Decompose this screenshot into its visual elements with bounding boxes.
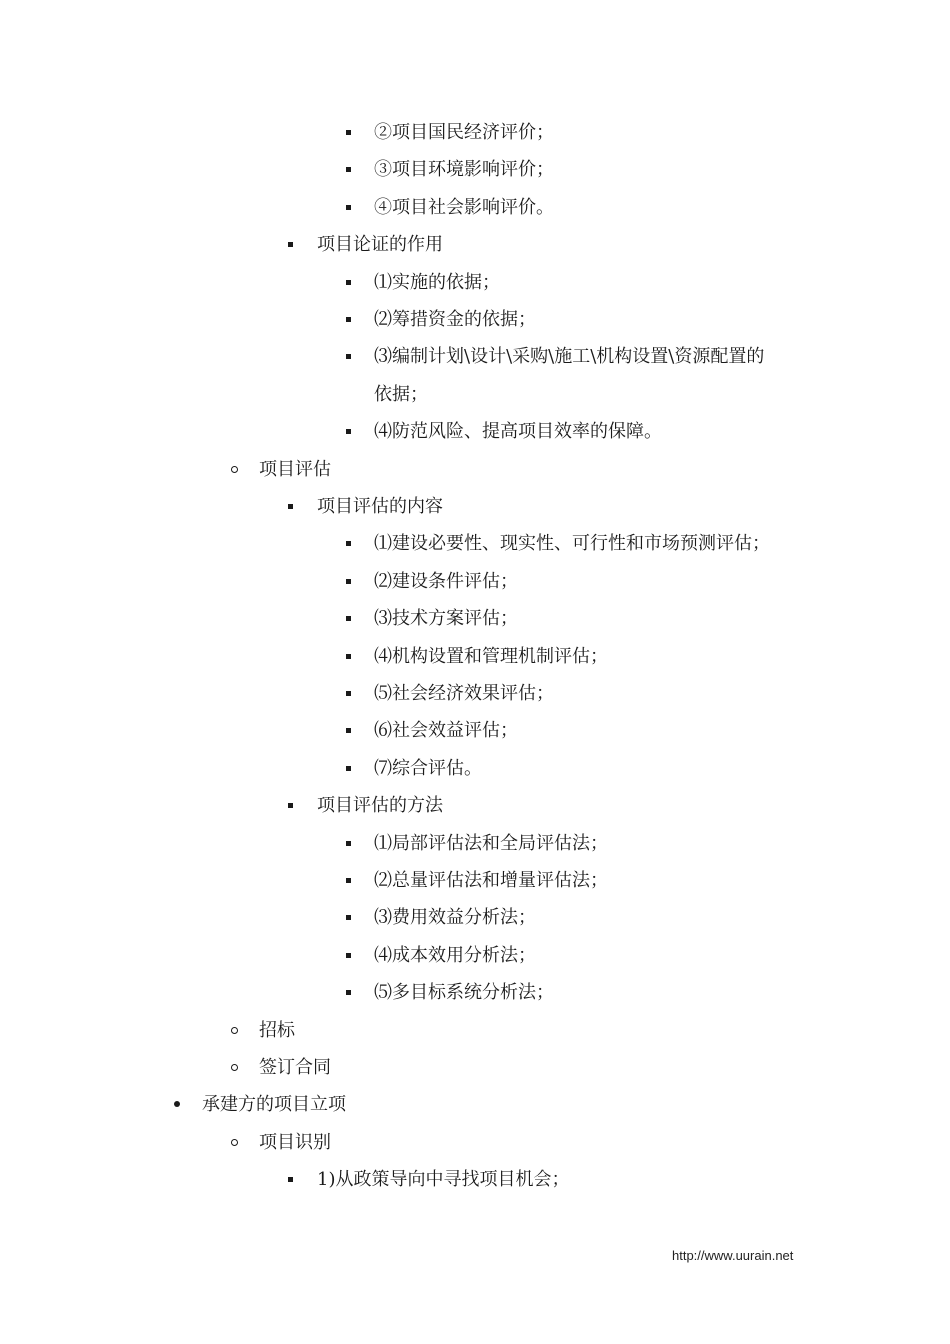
list-item-text: 依据； bbox=[374, 383, 428, 405]
list-item-text: ⑶技术方案评估； bbox=[374, 608, 518, 630]
list-item-text: 签订合同 bbox=[259, 1057, 331, 1078]
footer-url: http://www.uurain.net bbox=[672, 1248, 794, 1263]
list-item-text: ⑴实施的依据； bbox=[374, 271, 500, 293]
list-item-text: 项目评估 bbox=[259, 458, 331, 480]
list-item-text: ⑵建设条件评估； bbox=[374, 570, 518, 592]
list-item-text: ②项目国民经济评价； bbox=[374, 122, 554, 143]
list-item-text: ⑷成本效用分析法； bbox=[374, 944, 536, 966]
list-item-text: 承建方的项目立项 bbox=[202, 1094, 346, 1116]
list-item-text: 项目评估的方法 bbox=[317, 795, 443, 817]
list-item-text: ⑹社会效益评估； bbox=[374, 720, 518, 742]
list-item-text: 项目识别 bbox=[259, 1131, 331, 1153]
list-item-text: 项目论证的作用 bbox=[317, 234, 443, 256]
list-item-text: ⑶费用效益分析法； bbox=[374, 907, 536, 929]
list-item-text: ⑶编制计划\设计\采购\施工\机构设置\资源配置的 bbox=[374, 346, 765, 368]
list-item-text: ⑵总量评估法和增量评估法； bbox=[374, 870, 608, 891]
list-item-text: ⑷防范风险、提高项目效率的保障。 bbox=[374, 421, 662, 443]
list-item-text: ④项目社会影响评价。 bbox=[374, 196, 554, 218]
list-item-text: ⑺综合评估。 bbox=[374, 757, 482, 779]
list-item-text: ⑷机构设置和管理机制评估； bbox=[374, 645, 608, 667]
list-item-text: ⑵筹措资金的依据； bbox=[374, 309, 536, 330]
list-item-text: ⑴局部评估法和全局评估法； bbox=[374, 832, 608, 854]
list-item-text: ③项目环境影响评价； bbox=[374, 159, 554, 181]
list-item-text: 招标 bbox=[259, 1019, 295, 1041]
list-item-text: 1)从政策导向中寻找项目机会； bbox=[317, 1169, 570, 1191]
list-item-text: ⑴建设必要性、现实性、可行性和市场预测评估； bbox=[374, 533, 770, 555]
list-item-text: 项目评估的内容 bbox=[317, 496, 443, 517]
list-item-text: ⑸社会经济效果评估； bbox=[374, 683, 554, 704]
list-item-text: ⑸多目标系统分析法； bbox=[374, 982, 554, 1004]
